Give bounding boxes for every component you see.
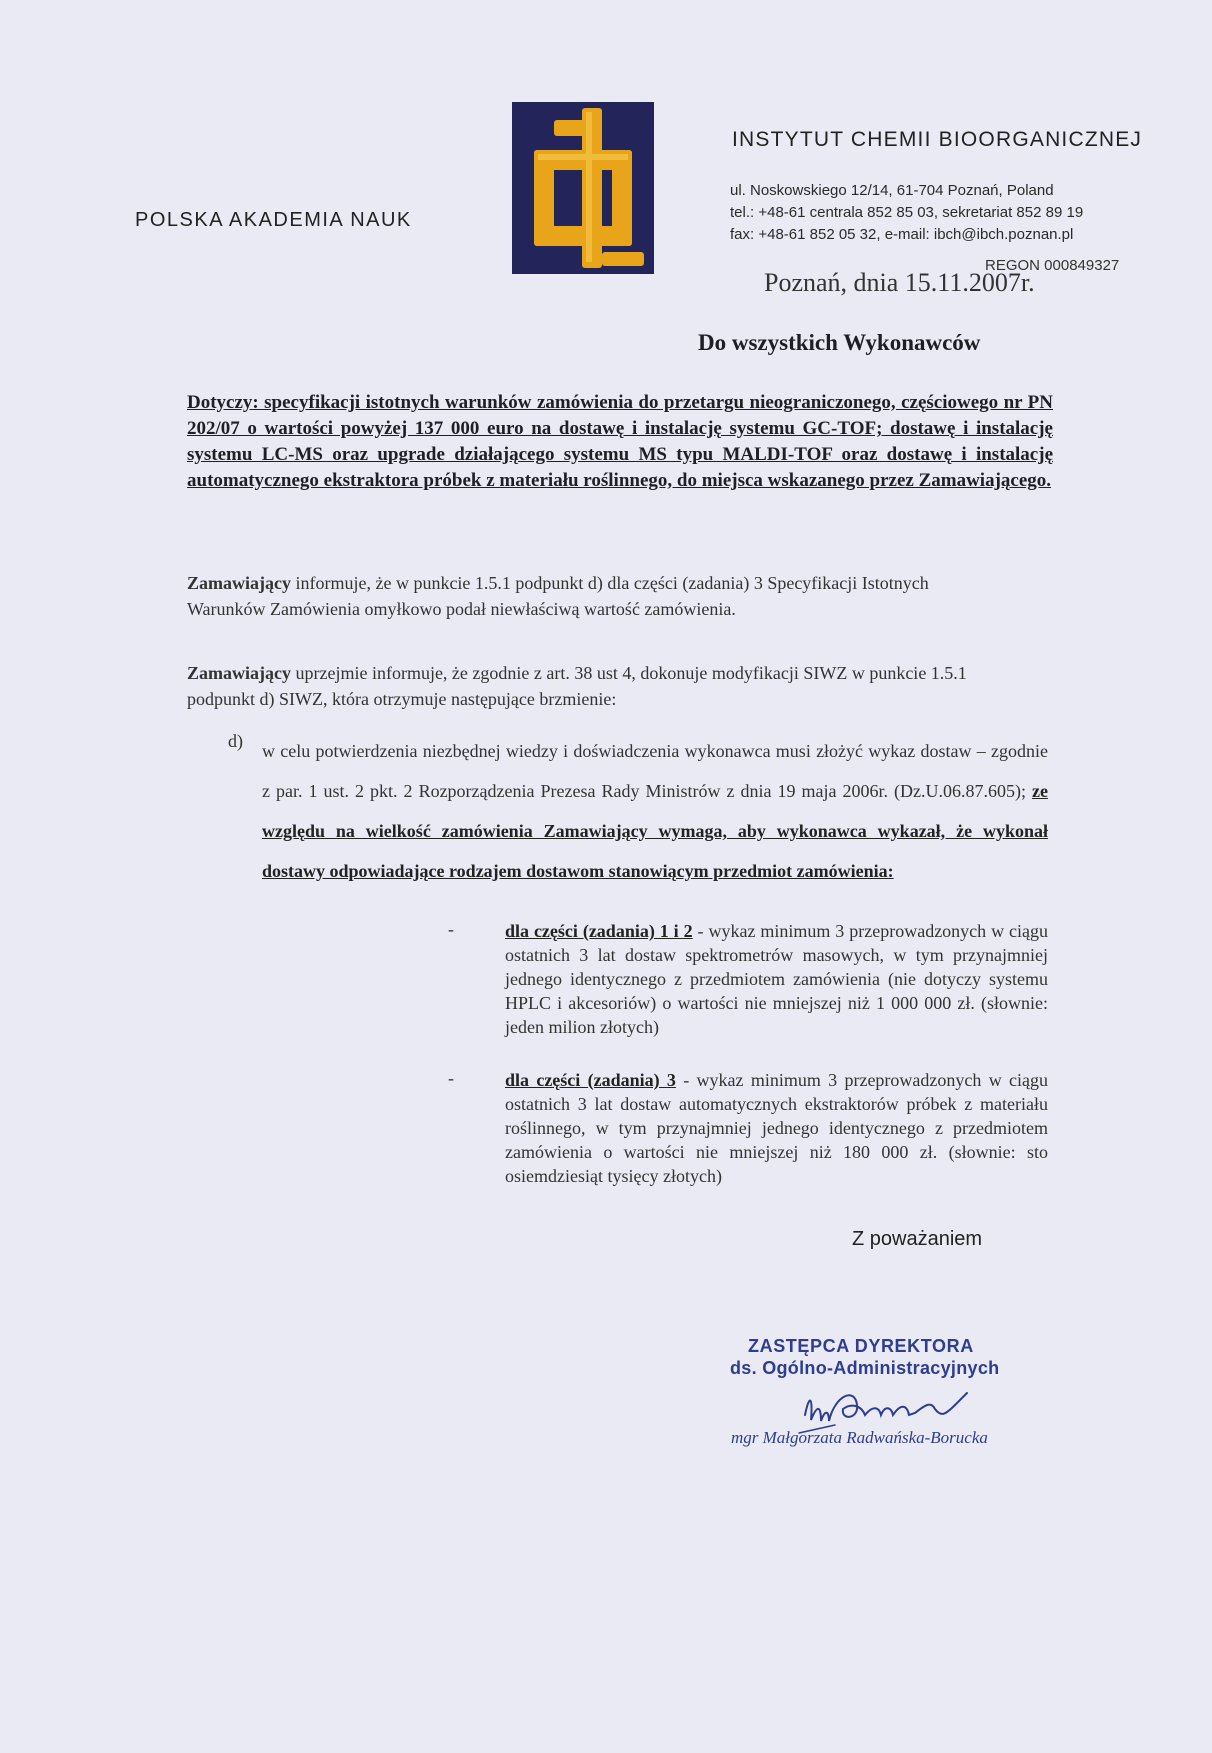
subitem-text: - wykaz minimum 3 przeprowadzonych w ciągu ostatnich 3 lat dostaw spektrometrów masowych, w tym przynajmniej jednego identycznego z przedmiotem zamówienia (nie dotyczy systemu HPLC i akcesoriów) o wartości nie mniejszej niż 1 000 000 zł. (słownie: jeden milion złotych) [505,921,1049,1037]
regon-number: REGON 000849327 [985,257,1120,274]
list-dash: - [448,1068,454,1088]
paragraph-correction [187,570,987,622]
stamp-title: ZASTĘPCA DYREKTORA [748,1336,974,1356]
subitem-label: dla części (zadania) 3 [505,1070,676,1090]
subitem-text: - wykaz minimum 3 przeprowadzonych w ciągu ostatnich 3 lat dostaw automatycznych ekstraktorów próbek z materiału roślinnego, w tym przynajmniej jednego identycznego z przedmiotem zamówienia o wartości nie mniejszej niż 180 000 zł. (słownie: sto osiemdziesiąt tysięcy złotych) [505,1070,1048,1186]
paragraph-modification [187,660,987,712]
paragraph-text: uprzejmie informuje, że zgodnie z art. 38 ust 4, dokonuje modyfikacji SIWZ w punkcie 1.5.1 podpunkt d) SIWZ, która otrzymuje następujące brzmienie: [187,663,967,709]
list-dash: - [448,919,454,939]
paragraph-lead: Zamawiający [187,573,291,593]
item-d-body: w celu potwierdzenia niezbędnej wiedzy i doświadczenia wykonawca musi złożyć wykaz dostaw – zgodnie z par. 1 ust. 2 pkt. 2 Rozporządzenia Prezesa Rady Ministrów z dnia 19 maja 2006r. (Dz.U.06.87.605); [262,741,1048,801]
stamp-name: mgr Małgorzata Radwańska-Borucka [731,1428,988,1447]
subject-line: Dotyczy: specyfikacji istotnych warunków zamówienia do przetargu nieograniczonego, częściowego nr PN 202/07 o wartości powyżej 137 000 euro na dostawę i instalację systemu GC-TOF; dostawę i instalację systemu LC-MS oraz upgrade działającego systemu MS typu MALDI-TOF oraz dostawę i instalację automatycznego ekstraktora próbek z materiału roślinnego, do miejsca wskazanego przez Zamawiającego. [187,392,1053,491]
subitem-part-3 [505,1068,1048,1188]
ibch-logo-icon [512,102,654,274]
academy-name: POLSKA AKADEMIA NAUK [135,209,412,231]
institute-address [730,180,1083,246]
phone-line: tel.: +48-61 centrala 852 85 03, sekretariat 852 89 19 [730,204,1084,221]
item-d-emphasis: ze względu na wielkość zamówienia Zamawiający wymaga, aby wykonawca wykazał, że wykonał dostawy odpowiadające rodzajem dostawom stanowiącym przedmiot zamówienia: [262,781,1048,881]
item-d-text [262,731,1048,891]
fax-line: fax: +48-61 852 05 32, e-mail: ibch@ibch.poznan.pl [730,226,1074,243]
paragraph-text: informuje, że w punkcie 1.5.1 podpunkt d) dla części (zadania) 3 Specyfikacji Istotnych Warunków Zamówienia omyłkowo podał niewłaściwą wartość zamówienia. [187,573,929,619]
addressee-heading: Do wszystkich Wykonawców [698,330,981,355]
subitem-parts-1-2 [505,919,1048,1039]
address-line: ul. Noskowskiego 12/14, 61-704 Poznań, Poland [730,182,1054,199]
letter-date: Poznań, dnia 15.11.2007r. [764,268,1035,297]
closing-salutation: Z poważaniem [852,1228,983,1250]
stamp-department: ds. Ogólno-Administracyjnych [730,1358,1000,1378]
subitem-label: dla części (zadania) 1 i 2 [505,921,693,941]
institute-name: INSTYTUT CHEMII BIOORGANICZNEJ [732,128,1143,151]
paragraph-lead: Zamawiający [187,663,291,683]
item-marker: d) [228,731,243,751]
